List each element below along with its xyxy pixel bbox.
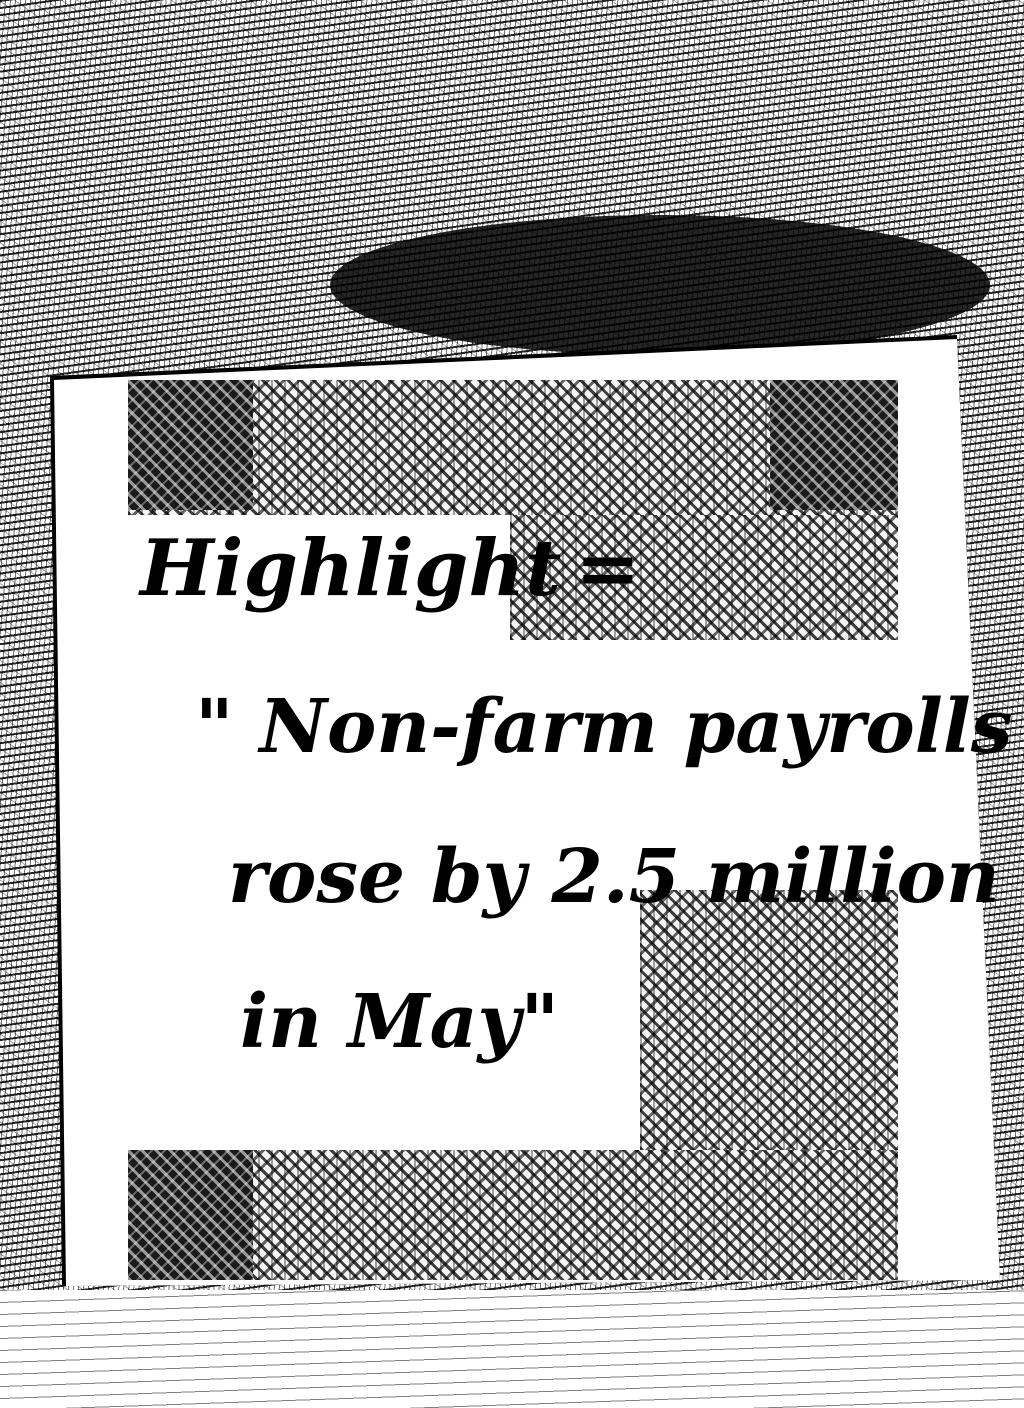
quote-line-2: rose by 2.5 million: [228, 834, 1000, 920]
highlight-label: Highlight =: [140, 523, 641, 614]
equals-sign: =: [575, 523, 641, 614]
qr-pattern-right-bottom: [640, 890, 898, 1150]
qr-finder-top-right: [770, 380, 898, 510]
qr-finder-bottom-left: [128, 1150, 253, 1280]
qr-finder-top-left: [128, 380, 253, 510]
quote-line-1: " Non-farm payrolls: [195, 684, 1013, 770]
quote-line-3: in May": [240, 979, 560, 1065]
